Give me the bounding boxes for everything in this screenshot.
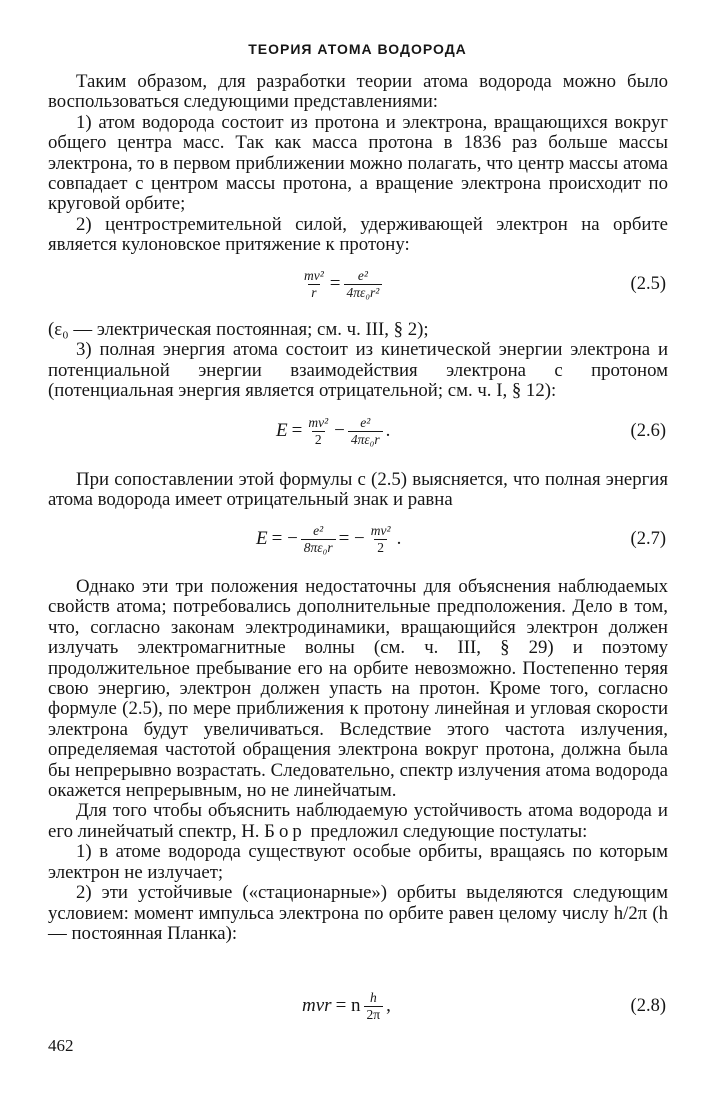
paragraph-insufficient: Однако эти три положения недостаточны для объяснения наблюдаемых свойств атома; потребовались дополнительные предположения. Дело в том, что, согласно законам электродинамики, вращающийся электрон должен излучать электромагнитные волны (см. ч. III, § 29) и поэтому продолжительное пребывание его на орбите невозможно. Постепенно теряя свою энергию, электрон должен упасть на протон. Кроме того, согласно формуле (2.5), по мере приближения к протону линейная и угловая скорости электрона будут увеличиваться. Вследствие этого частота излучения, определяемая частотой обращения электрона вокруг протона, должна была бы непрерывно возрастать. Следовательно, спектр излучения атома водорода окажется непрерывным, но не линейчатым. — [48, 576, 668, 802]
equation-number: (2.6) — [630, 421, 666, 441]
text-block-2 — [48, 320, 668, 402]
text-block-1 — [48, 72, 668, 256]
fraction: $\frac{\text{e²}}{\text{4πε₀r}}$ — [348, 415, 383, 448]
formula-2-8: mvr = n $\frac{h}{2\pi}$ , (2.8) — [302, 989, 666, 1022]
fraction: $\frac{\text{mv²}}{2}$ — [308, 414, 329, 447]
fraction: $\frac{h}{2\pi}$ — [364, 990, 384, 1023]
formula-2-7: E = − $\frac{\text{e²}}{\text{8πε₀r}}$ = − $\frac{\text{mv²}}{2}$ . (2.7) — [256, 522, 666, 555]
paragraph-item-1: 1) атом водорода состоит из протона и электрона, вращающихся вокруг общего центра масс. Так как масса протона в 1836 раз больше массы электрона, то в первом приближении можно полагать, что центр массы атома совпадает с центром массы протона, а вращение электрона происходит по круговой орбите; — [48, 111, 668, 215]
text-block-4 — [48, 577, 668, 944]
paragraph-postulate-2: 2) эти устойчивые («стационарные») орбиты выделяются следующим условием: момент импульса электрона по орбите равен целому числу h/2π (h — постоянная Планка): — [48, 882, 668, 944]
equation-number: (2.8) — [630, 996, 666, 1016]
author-name: Бор — [264, 820, 306, 842]
paragraph-postulate-1: 1) в атоме водорода существуют особые орбиты, вращаясь по которым электрон не излучает; — [48, 841, 668, 883]
paragraph-compare: При сопоставлении этой формулы с (2.5) выясняется, что полная энергия атома водорода имеет отрицательный знак и равна — [48, 469, 668, 511]
paragraph-epsilon-note: (ε₀ — электрическая постоянная; см. ч. III, § 2); — [48, 319, 429, 340]
formula-2-5: $\frac{\text{mv²}}{r}$ = $\frac{\text{e²}}{\text{4πε₀r²}}$ (2.5) — [48, 262, 668, 306]
fraction: $\frac{\text{mv²}}{r}$ — [304, 267, 324, 300]
page-number: 462 — [48, 1036, 74, 1055]
paragraph-item-3: 3) полная энергия атома состоит из кинетической энергии электрона и потенциальной энергии взаимодействия электрона с протоном (потенциальная энергия является отрицательной; см. ч. I, § 12): — [48, 339, 668, 402]
running-header: ТЕОРИЯ АТОМА ВОДОРОДА — [248, 41, 467, 57]
equation-number: (2.5) — [630, 274, 666, 294]
fraction: $\frac{\text{mv²}}{2}$ — [370, 522, 391, 555]
fraction: $\frac{\text{e²}}{\text{8πε₀r}}$ — [301, 523, 336, 556]
text-block-3 — [48, 470, 668, 511]
formula-2-6: E = $\frac{\text{mv²}}{2}$ − $\frac{\text{e²}}{\text{4πε₀r}}$ . (2.6) — [276, 414, 666, 447]
equation-number: (2.7) — [630, 529, 666, 549]
paragraph-intro: Таким образом, для разработки теории атома водорода можно было воспользоваться следующими представлениями: — [48, 71, 668, 113]
fraction: $\frac{\text{e²}}{\text{4πε₀r²}}$ — [344, 268, 383, 301]
paragraph-bohr: Для того чтобы объяснить наблюдаемую устойчивость атома водорода и его линейчатый спектр, Н. Бор предложил следующие постулаты: — [48, 800, 668, 842]
paragraph-item-2: 2) центростремительной силой, удерживающей электрон на орбите является кулоновское притяжение к протону: — [48, 213, 668, 256]
